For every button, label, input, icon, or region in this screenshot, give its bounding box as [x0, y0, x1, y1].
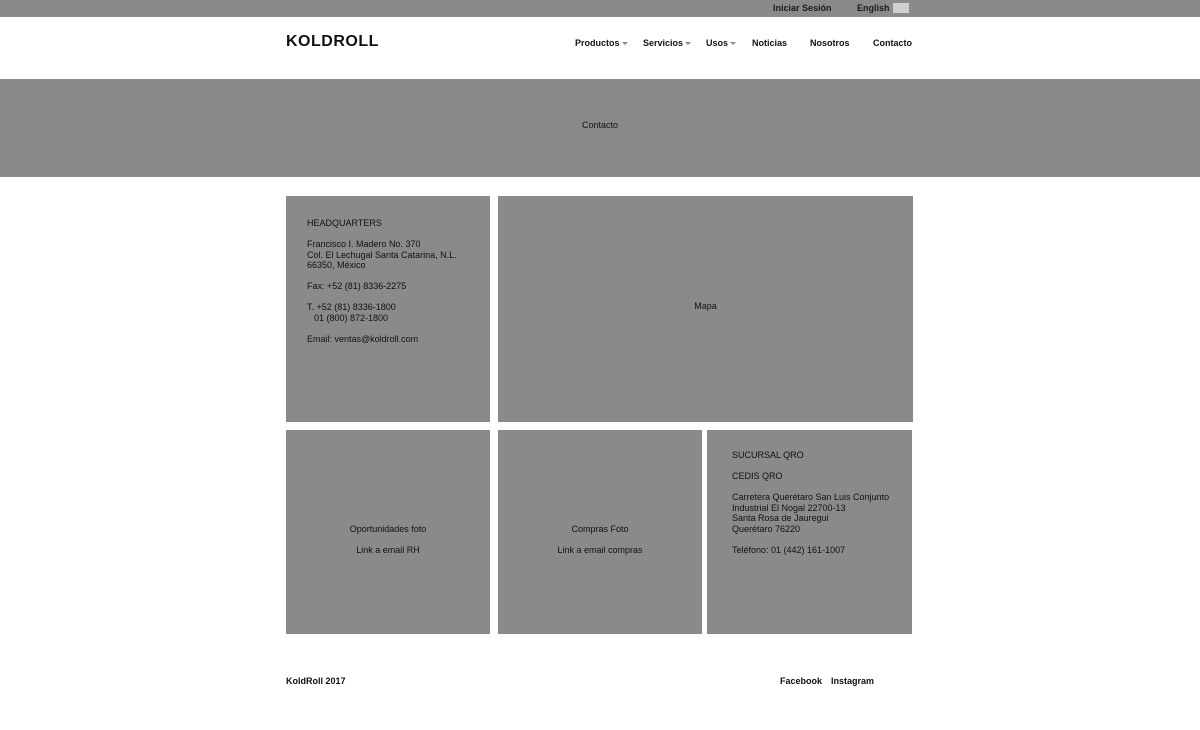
- nav-item-usos[interactable]: [706, 38, 736, 48]
- email-link[interactable]: Email: ventas@koldroll.com: [307, 333, 419, 344]
- phone-number: Teléfono: 01 (442) 161-1007: [732, 544, 846, 555]
- nav-item-noticias[interactable]: [752, 38, 787, 48]
- purchases-photo-label: Compras Foto: [571, 524, 629, 534]
- nav-item-label: Servicios: [643, 38, 684, 48]
- purchases-card: [498, 430, 702, 634]
- address-line: Carretera Querétaro San Luis Conjunto: [732, 492, 890, 502]
- branch-card: [707, 430, 912, 634]
- top-utility-bar: [0, 0, 1200, 17]
- nav-item-label: Usos: [706, 38, 729, 48]
- chevron-down-icon: [622, 42, 628, 45]
- page-title: Contacto: [581, 120, 619, 130]
- branch-heading: SUCURSAL QRO: [732, 450, 804, 460]
- purchases-email-link[interactable]: Link a email compras: [557, 545, 643, 555]
- nav-item-label: Nosotros: [810, 38, 850, 48]
- nav-item-label: Productos: [575, 38, 620, 48]
- login-link[interactable]: Iniciar Sesión: [773, 3, 832, 13]
- nav-item-label: Contacto: [873, 38, 912, 48]
- map-placeholder[interactable]: [498, 196, 913, 422]
- opportunities-photo-label: Oportunidades foto: [349, 524, 427, 534]
- instagram-link[interactable]: Instagram: [831, 676, 875, 686]
- phone-number: 01 (800) 872-1800: [314, 312, 389, 323]
- footer-copyright: KoldRoll 2017: [286, 676, 346, 686]
- language-flag-icon[interactable]: [893, 3, 909, 13]
- chevron-down-icon: [730, 42, 736, 45]
- language-switch[interactable]: English: [857, 3, 890, 13]
- nav-item-servicios[interactable]: [643, 38, 691, 48]
- address-line: Santa Rosa de Jauregui: [732, 513, 829, 523]
- fax-number: Fax: +52 (81) 8336-2275: [307, 281, 407, 291]
- branch-subheading: CEDIS QRO: [732, 471, 783, 481]
- address-line: Querétaro 76220: [732, 523, 801, 534]
- site-header: [0, 17, 1200, 79]
- address-line: 66350, México: [307, 260, 366, 270]
- hr-email-link[interactable]: Link a email RH: [356, 545, 420, 555]
- opportunities-card: [286, 430, 490, 634]
- address-line: Francisco I. Madero No. 370: [307, 239, 421, 249]
- address-line: Col. El Lechugal Santa Catarina, N.L.: [307, 249, 457, 260]
- facebook-link[interactable]: Facebook: [780, 676, 823, 686]
- map-label: Mapa: [694, 301, 717, 311]
- chevron-down-icon: [685, 42, 691, 45]
- headquarters-card: [286, 196, 490, 422]
- address-line: Industrial El Nogal 22700-13: [732, 502, 846, 513]
- nav-item-nosotros[interactable]: [810, 38, 850, 48]
- headquarters-heading: HEADQUARTERS: [307, 218, 382, 228]
- nav-item-productos[interactable]: [575, 38, 628, 48]
- nav-item-label: Noticias: [752, 38, 788, 48]
- phone-number: T. +52 (81) 8336-1800: [307, 302, 396, 312]
- hero-banner: [0, 79, 1200, 177]
- nav-item-contacto[interactable]: [873, 38, 912, 48]
- site-logo[interactable]: KOLDROLL: [286, 33, 379, 50]
